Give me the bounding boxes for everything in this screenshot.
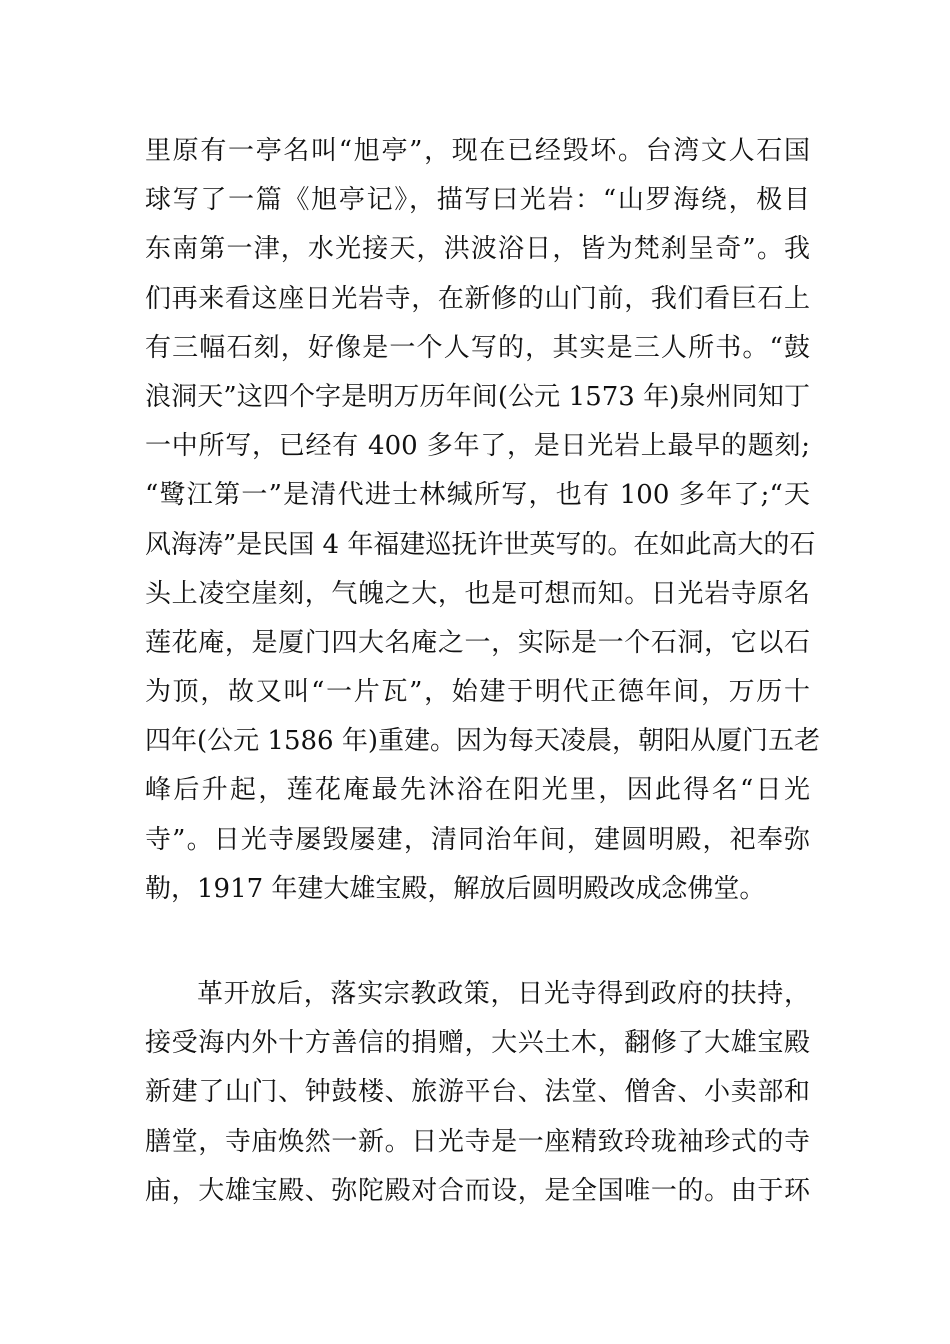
text-line: 们再来看这座日光岩寺，在新修的山门前，我们看巨石上 <box>145 283 810 314</box>
text-line: 一中所写，已经有 400 多年了，是日光岩上最早的题刻; <box>145 431 810 462</box>
text-line: 接受海内外十方善信的捐赠，大兴土木，翻修了大雄宝殿 <box>145 1028 810 1059</box>
text-line: 为顶，故又叫“一片瓦”，始建于明代正德年间，万历十 <box>145 677 810 708</box>
text-line: 头上凌空崖刻，气魄之大，也是可想而知。日光岩寺原名 <box>145 578 810 609</box>
text-line: 庙，大雄宝殿、弥陀殿对合而设，是全国唯一的。由于环 <box>145 1175 810 1206</box>
text-line-indented: 革开放后，落实宗教政策，日光寺得到政府的扶持， <box>197 979 810 1009</box>
text-line: 东南第一津，水光接天，洪波浴日，皆为梵刹呈奇”。我 <box>145 234 810 265</box>
paragraph-temple-history <box>145 127 820 914</box>
text-line: 寺”。日光寺屡毁屡建，清同治年间，建圆明殿，祀奉弥 <box>145 824 810 855</box>
text-line: 里原有一亭名叫“旭亭”，现在已经毁坏。台湾文人石国 <box>145 136 810 166</box>
text-line: “鹭江第一”是清代进士林缄所写，也有 100 多年了;“天 <box>145 480 810 511</box>
text-line: 新建了山门、钟鼓楼、旅游平台、法堂、僧舍、小卖部和 <box>145 1077 810 1108</box>
text-line: 风海涛”是民国 4 年福建巡抚许世英写的。在如此高大的石 <box>145 529 816 560</box>
text-line: 膳堂，寺庙焕然一新。日光寺是一座精致玲珑袖珍式的寺 <box>145 1126 810 1157</box>
text-line: 莲花庵，是厦门四大名庵之一，实际是一个石洞，它以石 <box>145 627 810 658</box>
text-line: 有三幅石刻，好像是一个人写的，其实是三人所书。“鼓 <box>145 332 810 363</box>
text-line: 峰后升起，莲花庵最先沐浴在阳光里，因此得名“日光 <box>145 775 810 806</box>
text-line: 勒，1917 年建大雄宝殿，解放后圆明殿改成念佛堂。 <box>145 873 766 904</box>
text-line: 四年(公元 1586 年)重建。因为每天凌晨，朝阳从厦门五老 <box>145 726 820 757</box>
text-line: 球写了一篇《旭亭记》，描写曰光岩：“山罗海绕，极目 <box>145 185 810 216</box>
paragraph-reform-era <box>145 970 810 1216</box>
text-line: 浪洞天”这四个字是明万历年间(公元 1573 年)泉州同知丁 <box>145 381 810 412</box>
